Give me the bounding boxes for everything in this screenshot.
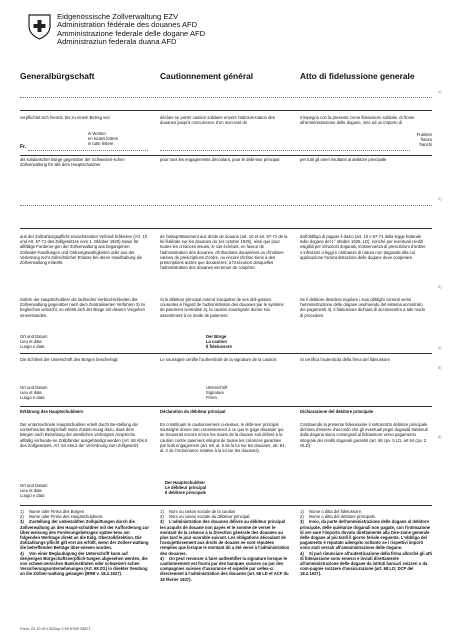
sec5-text-de: Die Echtheit der Unterschrift des Bürgen bescheinigt:: [20, 357, 119, 362]
note-number: 3): [160, 519, 164, 525]
sec3-text-it: dall'obbligo di pagare il dazio (art. 10 e 67-71 della legge federale sulle dogane del 1° ottobre 1925, LD), nonché per eventuali crediti esigibili per infrazioni doganali, inosservanza di prescrizioni d'ordine o infrazioni a leggi e ordinanze di natura non doganale alla cui applicazione l'amministrazione delle dogane deve cooperare.: [300, 234, 426, 260]
place-date-it: Luogo e data: [20, 395, 45, 401]
decl-title-de: Erklärung des Hauptschuldners: [20, 409, 84, 414]
note-number: 1): [160, 509, 164, 514]
debtor-it: Il debitore principale: [165, 490, 206, 496]
signature-fr: Signature: [206, 390, 224, 396]
note-number: 1): [20, 509, 24, 514]
side-marker-3: 3): [438, 284, 442, 289]
in-words-label-it: in tutte lettere: [88, 141, 114, 147]
note-number: 3): [300, 519, 304, 525]
note-number: 3): [20, 519, 24, 525]
entry-line-debtor[interactable]: [20, 205, 432, 206]
sec4-text-fr: Si le débiteur principal entend s'acquitter de ses obli-gations courantes à l'égard de l'administration des douanes par le système de paiement centralisé 3), la caution soussignée donne son assentiment à ce mode de paiement.: [160, 297, 284, 318]
sig3-place-date: [20, 483, 47, 499]
amount-in-words-labels: [88, 131, 118, 147]
note-text: Si può rinunciare all'autenticazione della firma allorché gli atti di fideiussione sono emessi e inviati direttamente all'amministrazione delle dogane da istituti bancari svizzeri o da com-pagnie svizzere d'assicurazione (art. 68 LD; DCF del 18.2.1927).: [300, 550, 432, 577]
note-number: 2): [300, 514, 304, 520]
note-number: 2): [20, 514, 24, 520]
in-words-label-fr: en toutes lettres: [88, 136, 118, 142]
side-marker-1: 1): [438, 89, 442, 94]
title-it: Atto di fidelussione generale: [300, 71, 415, 81]
note-text: Nome o ditta del fideiussore.: [309, 509, 363, 514]
side-marker-2: 2): [438, 196, 442, 201]
currency-fr: francs: [420, 137, 432, 143]
side-marker-5: 5): [438, 365, 442, 370]
sec1-text-fr: déclare se porter caution solidaire envers l'adminis-tration des douanes jusqu'à concurrence d'un mon-tant de: [160, 115, 275, 126]
amount-words-line[interactable]: [160, 150, 410, 151]
notes-it: [300, 509, 432, 577]
place-date-it: Luogo e data: [20, 493, 45, 499]
rule-sec2: [20, 155, 432, 156]
sec3-text-fr: de l'assujettissement aux droits de douane (art. 10 et art. 67-71 de la loi fédérale sur les douanes du 1er octobre 1925), ainsi que pour toutes les créances issues, le cas échéant, en faveur de l'administration des douanes, d'infractions douanières ou d'inobser-vations de prescriptions d'ordre, ou encore d'infrac-tions à des prescriptions autres que douanières, à l'exécution desquelles l'administration des douanes est tenue de coopérer.: [160, 234, 288, 271]
notes-de: [20, 509, 150, 577]
sig2-place-date: [20, 385, 47, 401]
notes-fr: [160, 509, 290, 582]
sig1-guarantor-label: [206, 334, 232, 350]
place-date-fr: Lieu et date: [20, 390, 42, 396]
title-fr: Cautionnement général: [160, 71, 254, 81]
decl-text-it: Costituendo la presente fideiussione il sottoscritto debitore principale dichiara d'essere d'accordo che gli eventuali pegni doganali trattenuti dalla dogana siano consegnati al fideiussore verso pagamento integrale dei crediti doganali garantiti (art. 68 cpv. 5 LD, art 64 cpv. 2 OLD).: [300, 422, 428, 448]
note-it-3: [300, 519, 432, 550]
in-words-label-de: in Worten: [88, 131, 106, 136]
entry-line-guarantor: [20, 97, 432, 98]
note-text: Von einer Beglaubigung der Unterschrift kann auf denjenigen Bürgschaftsverpflich-tungen abgesehen werden, die von schwei-zerischen Bankinstituten oder schweizeri-schen Versicherungsunternehmungen (Art. 68 ZG) in direkter Sendung an die Zollver-waltung gelangen (BRB v. 18.2.1927).: [20, 550, 148, 577]
sec2-text-de: als solidarischer Bürge gegenüber der Schweizeri-schen Zollverwaltung für alle dem Hauptschuldner: [20, 157, 125, 168]
sig1-place-date: [20, 334, 47, 350]
org-name-rm: Administraziun federala duana AFD: [57, 37, 177, 47]
debtor-de: Der Hauptschuldner: [165, 480, 206, 485]
org-name-fr: Administration fédérale des douanes AFD: [57, 20, 198, 30]
sig2-rule: [20, 406, 432, 407]
sig1-rule: [20, 353, 432, 354]
place-date-de: Ort und Datum: [20, 483, 48, 488]
place-date-de: Ort und Datum: [20, 385, 48, 390]
place-date-de: Ort und Datum: [20, 334, 48, 339]
note-text: Invio, da parte dell'amministrazione delle dogane al debitore principale, delle quietanze doganali non pagate, con l'intimazione di ver-sare l'importo dovuto direttamente alla Dire-zione generale delle dogane al più tardi il giorno feriale seguente. L'obbligo del pagamento è reputato adempito soltanto se i rispettivi importi sono stati versati all'amministrazione delle dogane.: [300, 519, 431, 551]
title-de: Generalbürgschaft: [20, 71, 95, 81]
rule-top: [20, 110, 432, 111]
sec3-text-de: aus der Zollzahlungspflicht erwachsenden Verbind-lichkeiten (Art. 10 und Art. 67-71 des Zollgesetzes vom 1. Oktober 1925) sowie für allfällige Forderun-gen der Zollverwaltung aus begangenen Zollwider-handlungen und Ordnungswidrigkeiten oder aus der Verletzung nicht zollrechtlicher Erlasse bei deren Handhabung die Zollverwaltung mitwirkt.: [20, 234, 148, 266]
place-date-fr: Lieu et date: [20, 339, 42, 345]
currency-labels: [412, 132, 432, 148]
amount-prefix-fr: Fr.: [20, 144, 27, 150]
decl-title-fr: Déclaration du débiteur principal: [160, 409, 226, 414]
debtor-fr: Le débiteur principal: [165, 485, 207, 491]
sec2-text-it: per tutti gli oneri risultanti al debitore principale: [300, 157, 387, 162]
note-text: On peut renoncer à faire authentifier la signature lorsque le cautionnement est fourni par des banques suisses ou par des compagnies suisses d'assurance et expédié par celles-ci directement à l'administration des douanes (art. 68 LD et ACF du 18 février 1927).: [160, 555, 289, 582]
currency-de: Franken: [416, 132, 432, 137]
guarantor-fr: La caution: [206, 339, 227, 345]
note-text: Nome o ditta del debitore principale.: [309, 514, 377, 520]
decl-text-fr: En constituant le cautionnement ci-dessus, le débi-teur principal soussigné donne son consentement à ce que le gage douanier qui se trouverait encore en-tre les mains de la douane soit délivré à la caution contre paiement intégral de toutes les créances garanties par ledit engagement (art. 68, al. 5 de la loi sur les douanes, art. 64, al. 2 de l'ordonnance relative à la loi sur les douanes).: [160, 422, 286, 454]
note-it-4: [300, 551, 432, 577]
sec1-text-it: s'impegna con la presente come fideiussore solidale, di fronte all'amministrazione delle dogane, sino ad un importo di: [300, 115, 415, 126]
note-text: Name oder Firma des Bürgen: [29, 509, 85, 514]
sec4-text-it: Se il debitore desidera regolare i suoi obblighi correnti verso l'amministrazione delle dogane usufruendo del sistema accentrato dei pagamenti 3), il fideiussore dichiara di acconsentire a tale modo di procedere.: [300, 297, 425, 318]
note-text: Nom ou raison sociale du débiteur principal.: [169, 514, 251, 520]
org-name-it: Amministrazione federale delle dogane AFD: [57, 28, 206, 38]
currency-it: franchi: [419, 142, 432, 148]
note-number: 4): [20, 550, 24, 556]
note-number: 4): [300, 550, 304, 556]
guarantor-it: Il fideiussore: [206, 344, 232, 350]
form-footer: Form. 22.10 df /i 020/up 2.99 6'000 25871: [20, 627, 91, 631]
guarantor-de: Der Bürge: [206, 334, 227, 339]
swiss-coat-of-arms-logo: [28, 14, 51, 40]
side-marker-6: 6): [438, 434, 442, 439]
side-marker-4: 4): [438, 345, 442, 350]
decl-text-de: Der unterzeichnete Hauptschuldner erteilt durch Be-stellung der vorstehenden Bürgschaft seine Zustim-mung dazu, dass dem Bürgen nach Bezahlung der sämtlichen verbürgten Ansprüche allfällig vorhande-ne Zollpfänder ausgehändigt werden (Art. 68 Abs.5 des Zollgesetzes, Art. 64 Abs.2 der Verordnung zum Zollgesetz).: [20, 422, 148, 448]
sec5-text-it: Si certifica l'autenticità della firma del fideiussore: [300, 357, 390, 362]
sec4-text-de: Sofern der Hauptschuldner die laufenden Verbind-lichkeiten der Zollverwaltung gegenüber nach dem Zentralisierten Verfahren 3) zu begleichen wünscht, so erklärt sich der Bürge mit diesem Vorgehen einverstanden.: [20, 297, 146, 318]
amount-figures-line[interactable]: [28, 150, 148, 151]
sig3-rule: [20, 505, 432, 506]
note-text: Name oder Firma des Hauptschuldners.: [29, 514, 104, 520]
note-de-3: [20, 519, 150, 550]
note-number: 2): [160, 514, 164, 520]
place-date-fr: Lieu et date: [20, 488, 42, 494]
decl-title-it: Dichiarazione del debitore principale: [300, 409, 374, 414]
place-date-it: Luogo e data: [20, 344, 45, 350]
note-number: 1): [300, 509, 304, 514]
note-text: Zustellung der umbezahlten Zollquittungen durch die Zollverwaltung an den Haupt-schuldner mit der Aufforderung zur Über-weisung des Forderungsbetrages spätes-tens am folgenden Werktage direkt an die Eidg. Oberzolldirektion. Die Zollzahlungs-pflicht gilt erst als erfüllt, wenn der Zollver-waltung die betreffenden Beträge über-wiesen wurden.: [20, 519, 149, 551]
note-text: L'administration des douanes délivre au débiteur principal les acquits de douane non payés et le somme de verser le montant de la créance à la Direction générale des douanes au plus tard le jour ouvrable suivant. Les obligations découlant de l'assujettissement aux droits de douane ne sont réputées remplies que lorsque le montant dû a été versé à l'administration des douanes.: [160, 519, 290, 556]
sig2-signature-label: [206, 385, 227, 401]
sig3-debtor-label: [165, 480, 206, 496]
org-name-de: Eidgenössische Zollverwaltung EZV: [57, 12, 179, 21]
note-text: Nom ou raison sociale de la caution: [169, 509, 236, 514]
signature-de: Unterschrift: [206, 385, 228, 390]
sec5-text-fr: Le soussigné certifie l'authenticité de la signature de la caution:: [160, 357, 278, 362]
signature-it: Firma: [206, 395, 217, 401]
header-org-block: [57, 13, 205, 47]
rule-sec3: [20, 228, 432, 229]
note-number: 4): [160, 555, 164, 561]
note-fr-3: [160, 519, 290, 555]
sec1-text-de: verpflichtet sich hiermit, bis zu einem Betrag von: [20, 115, 110, 120]
note-de-4: [20, 551, 150, 577]
sec2-text-fr: pour tous les engagements découlant, pour le débi-teur principal: [160, 157, 280, 162]
note-fr-4: [160, 556, 290, 582]
